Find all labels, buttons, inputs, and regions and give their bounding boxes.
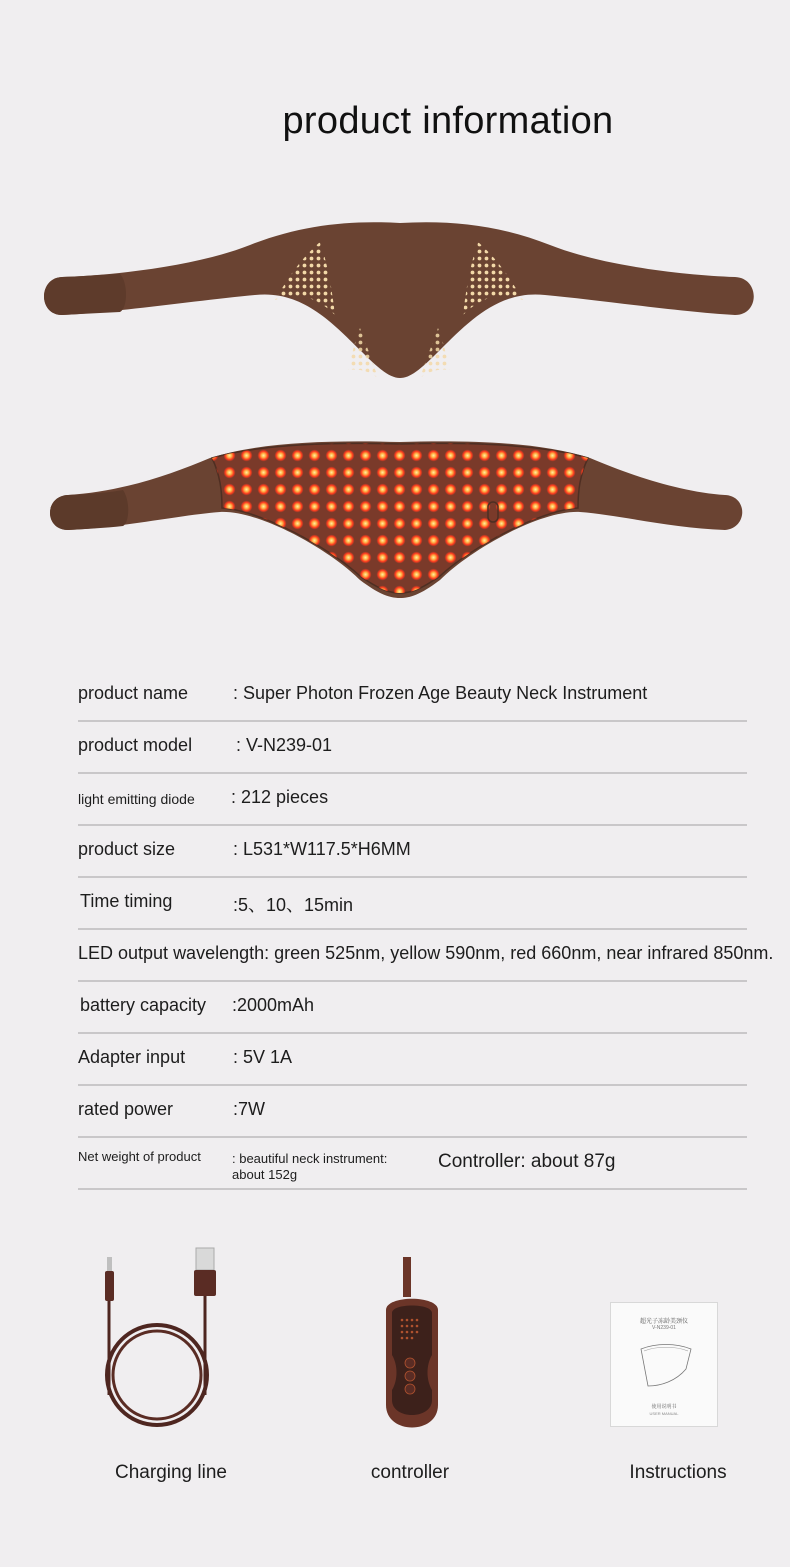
charging-cable-image [95, 1245, 245, 1435]
spec-label: Adapter input [78, 1047, 186, 1067]
neck-band-led-icon [0, 430, 790, 610]
spec-row-rated-power [78, 1086, 747, 1138]
spec-row-net-weight [78, 1138, 747, 1190]
accessory-label-controller: controller [370, 1462, 450, 1483]
spec-value-neck-weight [232, 1151, 387, 1183]
spec-full-text: LED output wavelength: green 525nm, yellow 590nm, red 660nm, near infrared 850nm. [78, 943, 774, 963]
accessory-label-charging-line: Charging line [115, 1462, 227, 1483]
spec-label: Net weight of product [78, 1149, 201, 1164]
spec-row-product-name [78, 670, 747, 722]
spec-value: :2000mAh [232, 995, 315, 1015]
spec-value-controller-weight: Controller: about 87g [438, 1151, 616, 1172]
spec-label: light emitting diode [78, 791, 195, 807]
spec-row-product-model [78, 722, 747, 774]
spec-label: product size [78, 839, 176, 859]
weight-line-2: about 152g [232, 1167, 298, 1182]
spec-row-product-size [78, 826, 747, 878]
manual-model: V-N239-01 [652, 1325, 676, 1331]
spec-label: product model [78, 735, 193, 755]
spec-table [78, 670, 774, 1190]
spec-value: :5、10、15min [233, 895, 354, 915]
spec-value: :7W [233, 1099, 266, 1119]
neck-band-outline-icon [636, 1341, 696, 1391]
spec-row-adapter-input [78, 1034, 747, 1086]
remote-controller-icon [378, 1255, 448, 1435]
instruction-manual-image [610, 1302, 718, 1427]
device-front-image [0, 220, 790, 390]
spec-value: : 5V 1A [233, 1047, 293, 1067]
manual-footer-en: USER MANUAL [649, 1411, 679, 1416]
spec-row-battery [78, 982, 747, 1034]
spec-value: : V-N239-01 [236, 735, 333, 755]
spec-value: : L531*W117.5*H6MM [233, 839, 411, 859]
neck-band-front-icon [0, 220, 790, 390]
charging-cable-icon [95, 1245, 245, 1435]
spec-label: battery capacity [80, 995, 207, 1015]
spec-value: : 212 pieces [231, 787, 329, 807]
spec-row-led-count [78, 774, 747, 826]
spec-label: Time timing [80, 891, 173, 911]
spec-label: product name [78, 683, 189, 703]
manual-footer: 使用说明书 [651, 1404, 677, 1410]
page-title: product information [282, 100, 614, 142]
spec-row-led-wavelength [78, 930, 774, 982]
weight-line-1: : beautiful neck instrument: [232, 1151, 388, 1166]
device-led-image [0, 430, 790, 610]
spec-label: rated power [78, 1099, 174, 1119]
spec-value: : Super Photon Frozen Age Beauty Neck Instrument [233, 683, 648, 703]
accessory-label-instructions: Instructions [629, 1462, 727, 1483]
controller-image [378, 1255, 448, 1435]
spec-row-time-timing [78, 878, 747, 930]
manual-title: 超光子冻龄美颈仪 [639, 1319, 688, 1325]
